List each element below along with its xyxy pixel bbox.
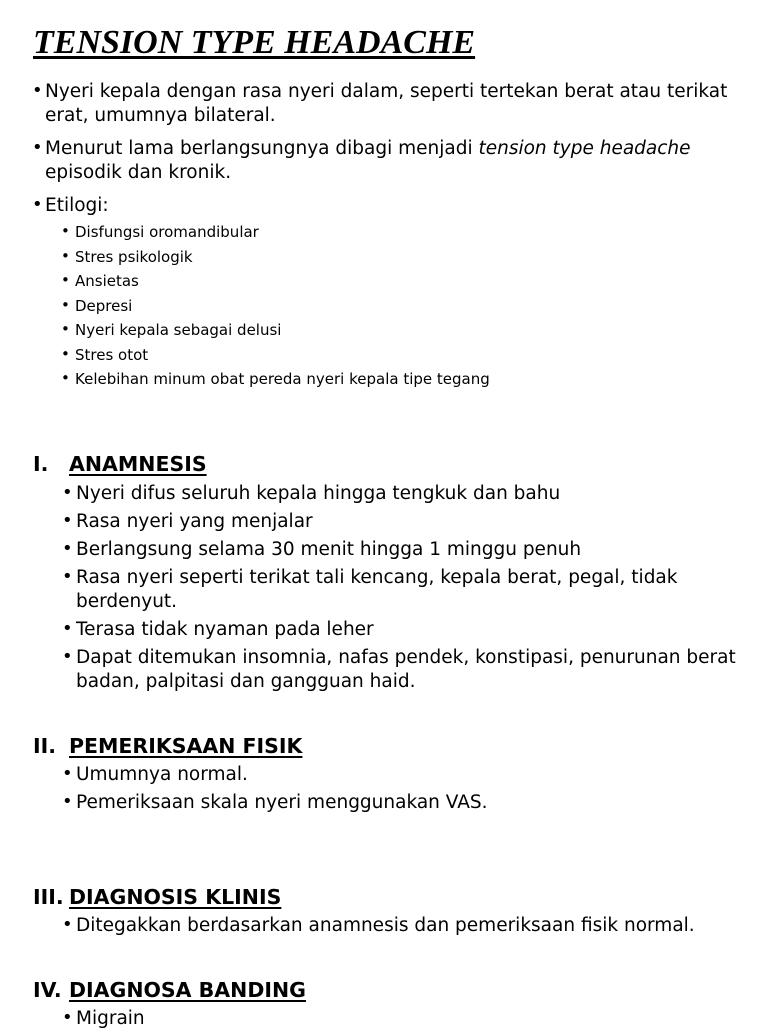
list-item-text: Menurut lama berlangsungnya dibagi menjadi [45,138,479,159]
section-number: I. [33,452,49,476]
list-item [45,137,745,185]
etiology-item: • Nyeri kepala sebagai delusi [75,318,745,343]
etiology-item: • Depresi [75,294,745,319]
section-number: II. [33,734,57,758]
intro-list [45,80,745,401]
section-number: IV. [33,978,62,1002]
section-heading-diagnosa-banding [33,977,306,1003]
pemeriksaan-fisik-list [76,763,736,819]
diagnosa-banding-list [76,1007,736,1035]
list-item-emphasis: tension type headache [478,138,691,159]
list-item: • Rasa nyeri seperti terikat tali kencang, kepala berat, pegal, tidak berdenyut. [76,566,736,614]
section-heading-diagnosis-klinis [33,884,282,910]
list-item: • Terasa tidak nyaman pada leher [76,618,736,642]
list-item: • Umumnya normal. [76,763,736,787]
list-item: • Dapat ditemukan insomnia, nafas pendek, konstipasi, penurunan berat badan, palpitasi dan gangguan haid. [76,646,736,694]
section-label: DIAGNOSIS KLINIS [69,885,282,909]
section-label: PEMERIKSAAN FISIK [69,734,303,758]
diagnosis-klinis-list [76,914,736,942]
section-heading-pemeriksaan-fisik [33,733,303,759]
section-number: III. [33,885,64,909]
list-item: • Berlangsung selama 30 menit hingga 1 minggu penuh [76,538,736,562]
etiology-item: • Ansietas [75,269,745,294]
list-item: • Migrain [76,1007,736,1031]
etiology-list [75,220,745,392]
etiology-item: • Disfungsi oromandibular [75,220,745,245]
etiology-item: • Kelebihan minum obat pereda nyeri kepala tipe tegang [75,367,745,392]
section-label: DIAGNOSA BANDING [69,978,306,1002]
list-item-etiology [45,194,745,392]
list-item: • Ditegakkan berdasarkan anamnesis dan pemeriksaan fisik normal. [76,914,736,938]
list-item [45,80,745,128]
section-label: ANAMNESIS [69,452,207,476]
etiology-item: • Stres otot [75,343,745,368]
list-item: • Rasa nyeri yang menjalar [76,510,736,534]
list-item: • Nyeri difus seluruh kepala hingga tengkuk dan bahu [76,482,736,506]
section-heading-anamnesis [33,451,207,477]
list-item-text: Etilogi: [45,195,109,216]
list-item: • Pemeriksaan skala nyeri menggunakan VAS. [76,791,736,815]
etiology-item: • Stres psikologik [75,245,745,270]
document-title: TENSION TYPE HEADACHE [33,24,476,61]
list-item-text: Nyeri kepala dengan rasa nyeri dalam, seperti tertekan berat atau terikat erat, umumnya bilateral. [45,81,728,126]
list-item-text: episodik dan kronik. [45,162,232,183]
anamnesis-list [76,482,736,698]
